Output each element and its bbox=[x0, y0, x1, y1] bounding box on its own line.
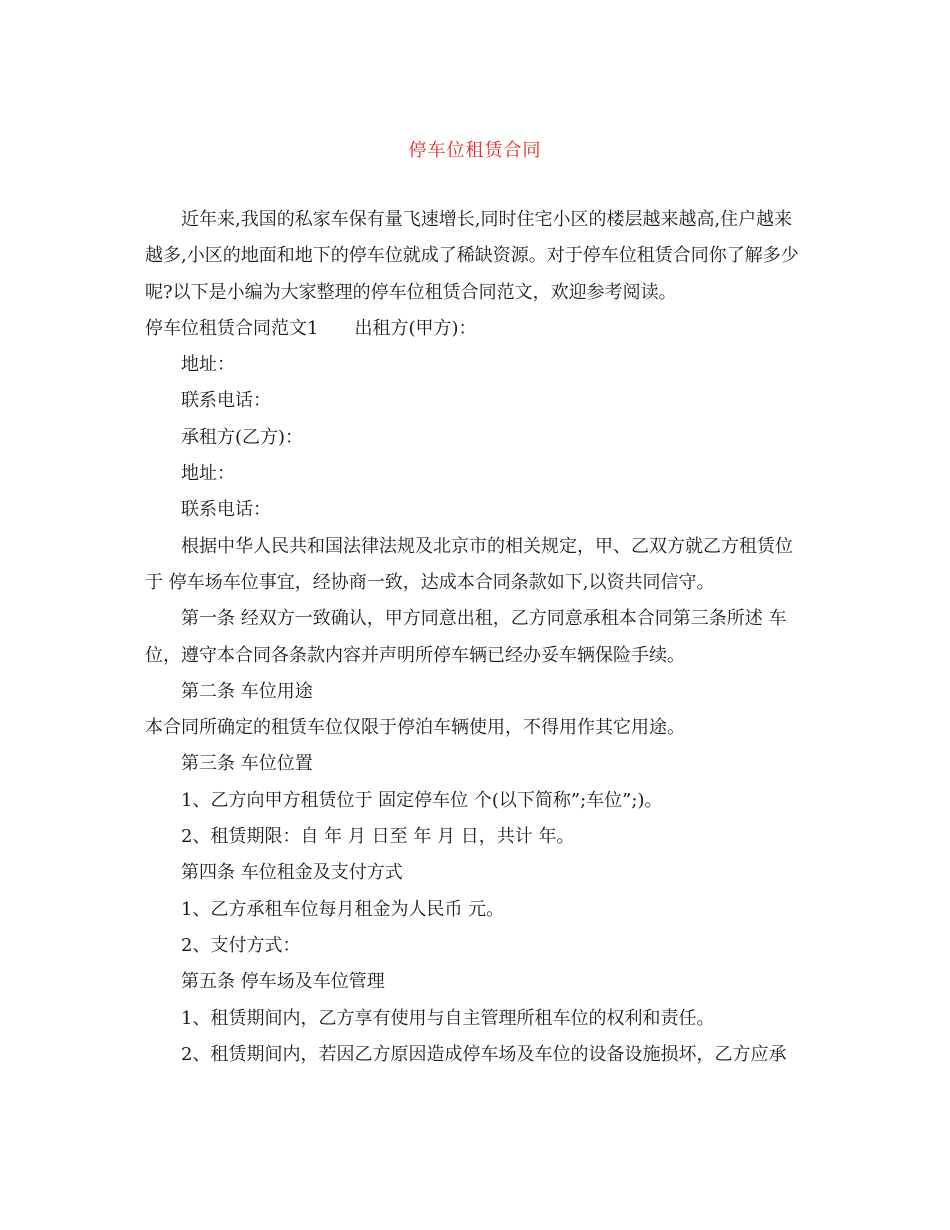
article-4-title: 第四条 车位租金及支付方式 bbox=[181, 862, 403, 884]
lessor-label: 出租方(甲方)： bbox=[354, 317, 477, 339]
lessor-phone: 联系电话： bbox=[181, 390, 271, 412]
article-3-title: 第三条 车位位置 bbox=[181, 753, 313, 775]
lessee-phone: 联系电话： bbox=[181, 499, 271, 521]
sample-heading-line bbox=[145, 311, 810, 347]
article-4-item-2: 2、支付方式： bbox=[181, 934, 301, 956]
article-1: 第一条 经双方一致确认，甲方同意出租，乙方同意承租本合同第三条所述 车位，遵守本合同各条款内容并声明所停车辆已经办妥车辆保险手续。 bbox=[145, 608, 787, 666]
article-5-title: 第五条 停车场及车位管理 bbox=[181, 971, 385, 993]
article-2-title: 第二条 车位用途 bbox=[181, 680, 313, 702]
article-5-item-1: 1、租赁期间内，乙方享有使用与自主管理所租车位的权利和责任。 bbox=[181, 1007, 715, 1029]
lessee-label: 承租方(乙方)： bbox=[181, 426, 304, 448]
article-3-item-1: 1、乙方向甲方租赁位于 固定停车位 个(以下简称”;车位”;)。 bbox=[181, 789, 663, 811]
sample-heading: 停车位租赁合同范文1 bbox=[145, 317, 319, 339]
lessee-address: 地址： bbox=[181, 463, 235, 485]
article-5-item-2: 2、租赁期间内，若因乙方原因造成停车场及车位的设备设施损坏，乙方应承 bbox=[181, 1043, 787, 1065]
preamble-paragraph: 根据中华人民共和国法律法规及北京市的相关规定，甲、乙双方就乙方租赁位于 停车场车位事宜，经协商一致，达成本合同条款如下,以资共同信守。 bbox=[145, 535, 793, 593]
document-title: 停车位租赁合同 bbox=[408, 140, 542, 161]
intro-paragraph: 近年来,我国的私家车保有量飞速增长,同时住宅小区的楼层越来越高,住户越来越多,小区的地面和地下的停车位就成了稀缺资源。对于停车位租赁合同你了解多少呢?以下是小编为大家整理的停车位租赁合同范文，欢迎参考阅读。 bbox=[145, 209, 799, 303]
lessor-address: 地址： bbox=[181, 354, 235, 376]
article-3-item-2: 2、租赁期限：自 年 月 日至 年 月 日，共计 年。 bbox=[181, 826, 575, 848]
document-body bbox=[145, 202, 810, 1073]
article-2-text: 本合同所确定的租赁车位仅限于停泊车辆使用，不得用作其它用途。 bbox=[145, 717, 685, 739]
article-4-item-1: 1、乙方承租车位每月租金为人民币 元。 bbox=[181, 898, 505, 920]
